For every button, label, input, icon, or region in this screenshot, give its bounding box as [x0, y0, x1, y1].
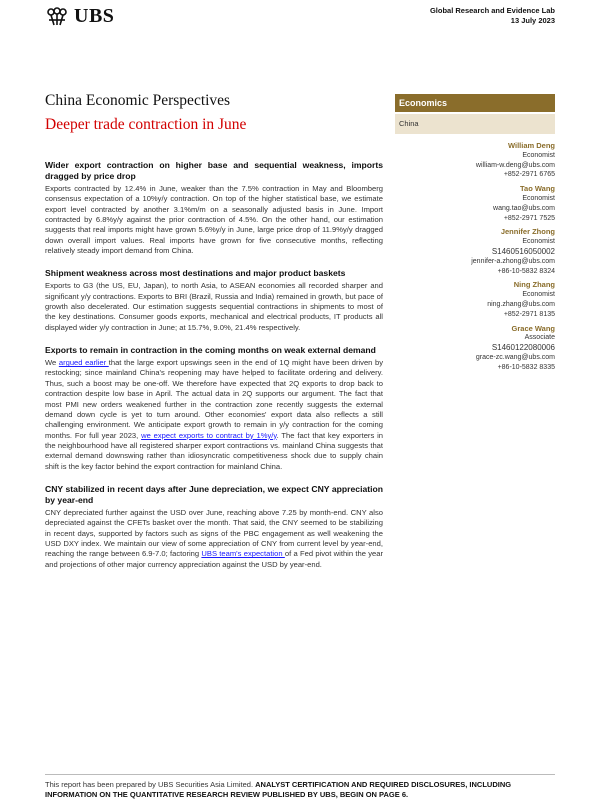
ubs-expectation-link[interactable]: UBS team's expectation [201, 549, 285, 559]
author-email[interactable]: wang.tao@ubs.com [493, 204, 555, 212]
author-name: Jennifer Zhong [500, 227, 555, 237]
section-body [45, 508, 383, 570]
body-text: of a Fed pivot within the year and projections of other major currency appreciation against the USD by year-end. [45, 549, 383, 569]
category-label: Economics [395, 94, 555, 112]
section-heading: Wider export contraction on higher base and sequential weakness, imports dragged by price drop [45, 160, 383, 181]
section-export-outlook [45, 345, 383, 472]
author-phone: +86-10-5832 8324 [497, 267, 555, 275]
author-name: Tao Wang [520, 184, 555, 194]
section-cny-outlook [45, 484, 383, 570]
section-export-contraction [45, 160, 383, 256]
author-card [395, 324, 555, 373]
author-phone: +852-2971 6765 [503, 171, 555, 179]
section-heading: Shipment weakness across most destinations and major product baskets [45, 268, 346, 279]
author-registration-code: S1460122080006 [491, 343, 555, 353]
author-card [395, 184, 555, 223]
author-card [395, 227, 555, 276]
author-name: Grace Wang [511, 323, 555, 333]
author-role: Associate [524, 334, 555, 342]
author-list [395, 141, 555, 377]
section-shipment-weakness [45, 268, 383, 333]
author-name: William Deng [507, 141, 555, 150]
section-body: Exports to G3 (the US, EU, Japan), to north Asia, to ASEAN economies all recorded sharper and significant y/y contractions. Exports to BRI (Brazil, Russia and India) remained in growth, but pace of growth also decelerated. Our estimation suggests sequential contractions in shipments to most of the key destinations. Consumer goods exports, mechanical and electrical products, IT products all displayed wider y/y contraction in June; at 15.7%, 9.0%, 21.4% respectively. [45, 281, 383, 332]
footer-bold-text: ANALYST CERTIFICATION AND REQUIRED DISCLOSURES, INCLUDING INFORMATION ON THE QUANTITATIVE RESEARCH REVIEW PUBLISHED BY UBS, BEGIN ON PAGE 6. [45, 780, 512, 799]
author-card [395, 280, 555, 319]
ubs-logo [45, 5, 114, 28]
argued-earlier-link[interactable]: argued earlier [58, 358, 109, 368]
keys-icon [45, 7, 69, 27]
report-date: 13 July 2023 [510, 16, 555, 25]
body-text: . The fact that key exporters in the neighbourhood have all registered sharper export contractions vs. mainland China suggests that external demand downswing rather than idiosyncratic competitiveness shock due to supply chain shift is the key factor behind the export contraction for mainland China. [45, 430, 383, 471]
author-role: Economist [522, 194, 555, 202]
author-email[interactable]: jennifer-a.zhong@ubs.com [471, 257, 555, 265]
report-title: China Economic Perspectives [45, 92, 231, 109]
section-heading: Exports to remain in contraction in the coming months on weak external demand [45, 345, 376, 356]
author-email[interactable]: grace-zc.wang@ubs.com [475, 353, 555, 361]
research-unit: Global Research and Evidence Lab [429, 6, 555, 15]
body-text: that the large export upswings seen in the end of 1Q might have been driven by restocking; since mainland China's reopening may have helped to facilitate ordering and delivery. Thus, such a boost may be one-off. We therefore have expected that 2Q exports to drop back to contraction despite low base in April. The actual data in 2Q supports our argument. The fact that most PMI new orders weakened further in the contraction zone recently suggests the external demand down cycle is yet to turn around. Other economies' export data also reflects a still challenging environment. We anticipate export growth to remain in y/y contraction for the coming months. For full year 2023, [45, 358, 383, 440]
author-phone: +852-2971 8135 [503, 310, 555, 318]
author-role: Economist [522, 151, 555, 159]
footer-disclosure [45, 780, 555, 800]
section-body: Exports contracted by 12.4% in June, weaker than the 7.5% contraction in May and Bloomberg consensus expectation of a 10%y/y contraction. On top of the higher statistical base, we estimate export level contracted by another 3.1%m/m on a seasonally adjusted basis in June. Import contracted by 6.8%y/y against the prior contraction of 4.5%. On the other hand, our estimation suggests that real imports might have grown 5.6%y/y in June, large price drop of 11.9%y/y dragged down overall import values. Real imports have grown for five consecutive months, reflecting relatively steady import demand from China. [45, 184, 383, 256]
section-body [45, 358, 383, 472]
report-subtitle: Deeper trade contraction in June [45, 116, 247, 133]
body-text: We [45, 358, 59, 368]
report-body [45, 160, 383, 582]
footer-divider [45, 774, 555, 775]
author-email[interactable]: william-w.deng@ubs.com [475, 161, 555, 169]
logo-text: UBS [74, 5, 115, 27]
body-text: CNY depreciated further against the USD over June, reaching above 7.25 by month-end. CNY also depreciated against the CFETs basket over the month. That said, the CNY seemed to be stabilizing in recent days, supported by factors such as signs of the PBC engagement as well weakening the USD DXY index. We maintain our view of some appreciation of CNY from current level by year-end, reaching the range between 6.9-7.0; factoring [45, 507, 383, 559]
author-role: Economist [522, 291, 555, 299]
section-heading: CNY stabilized in recent days after June depreciation, we expect CNY appreciation by year-end [45, 483, 383, 505]
author-card [395, 141, 555, 180]
author-phone: +852-2971 7525 [503, 214, 555, 222]
country-label: China [395, 114, 555, 134]
author-email[interactable]: ning.zhang@ubs.com [487, 300, 555, 308]
author-name: Ning Zhang [513, 280, 555, 290]
author-registration-code: S1460516050002 [491, 246, 555, 256]
export-forecast-link[interactable]: we expect exports to contract by 1%y/y [141, 430, 277, 440]
header-meta [430, 6, 555, 26]
author-role: Economist [522, 238, 555, 246]
footer-text: This report has been prepared by UBS Securities Asia Limited. [45, 780, 256, 789]
author-phone: +86-10-5832 8335 [497, 363, 555, 371]
